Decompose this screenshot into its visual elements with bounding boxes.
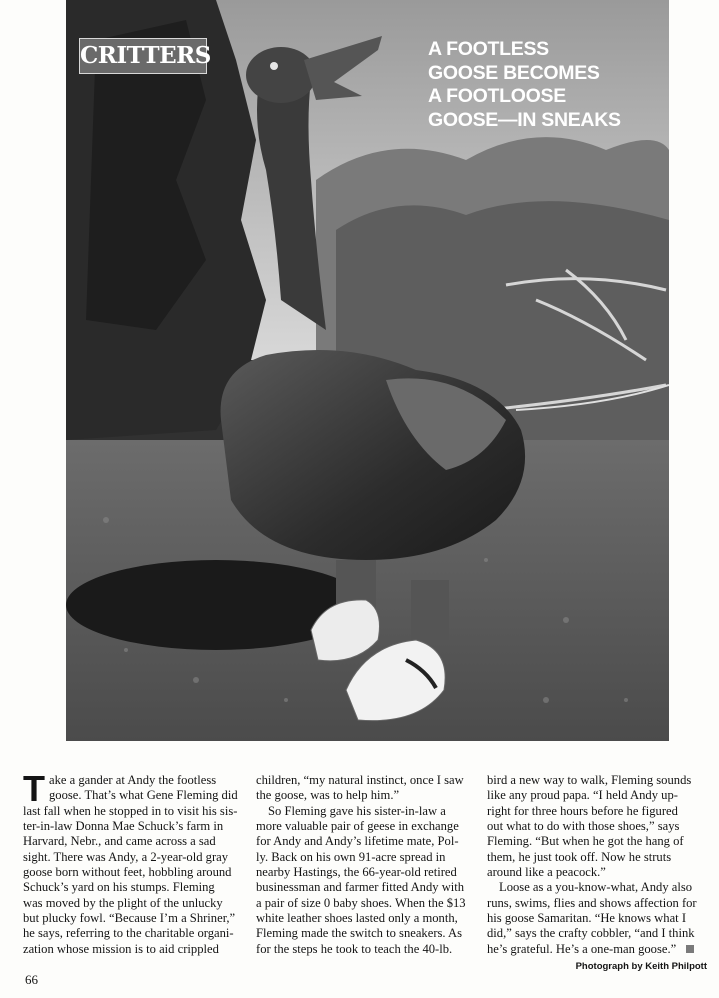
body-column-1 xyxy=(23,768,238,957)
body-line: right for three hours before he figured xyxy=(487,803,678,818)
body-line: sight. There was Andy, a 2-year-old gray xyxy=(23,849,229,864)
headline-line: GOOSE—IN SNEAKS xyxy=(428,108,621,131)
headline-line: GOOSE BECOMES xyxy=(428,61,600,84)
body-line: did,” says the crafty cobbler, “and I think xyxy=(487,926,695,941)
body-line: them, he just took off. Now he struts xyxy=(487,849,672,864)
headline xyxy=(428,38,668,132)
body-line: but plucky fowl. “Because I’m a Shriner,” xyxy=(23,911,236,926)
body-line: Fleming made the switch to sneakers. As xyxy=(256,926,463,941)
body-line: for the steps he took to teach the 40-lb. xyxy=(256,941,453,956)
body-line: out what to do with those shoes,” says xyxy=(487,819,680,834)
body-column-2 xyxy=(256,773,466,957)
body-line: the goose, was to help him.” xyxy=(256,788,400,803)
body-line: nearby Hastings, the 66-year-old retired xyxy=(256,865,457,880)
body-line: Fleming. “But when he got the hang of xyxy=(487,834,684,849)
body-line: bird a new way to walk, Fleming sounds xyxy=(487,773,692,787)
body-line: for Andy and Andy’s lifetime mate, Pol- xyxy=(256,834,459,849)
body-line: Loose as a you-know-what, Andy also xyxy=(499,880,693,895)
body-line: a pair of size 0 baby shoes. When the $13 xyxy=(256,895,466,910)
body-line: more valuable pair of geese in exchange xyxy=(256,819,459,834)
photo-credit: Photograph by Keith Philpott xyxy=(575,961,707,972)
body-line: zation whose mission is to aid crippled xyxy=(23,941,219,956)
body-line: Schuck’s yard on his stumps. Fleming xyxy=(23,880,215,895)
body-line: ake a gander at Andy the footless xyxy=(49,773,217,787)
body-line: was moved by the plight of the unlucky xyxy=(23,895,223,910)
body-line: ly. Back on his own 91-acre spread in xyxy=(256,849,446,864)
body-line: his goose Samaritan. “He knows what I xyxy=(487,911,687,926)
body-line: last fall when he stopped in to visit his sis- xyxy=(23,803,238,818)
section-tag: CRITTERS xyxy=(79,38,207,74)
drop-cap: T xyxy=(23,768,45,809)
body-line: ter-in-law Donna Mae Schuck’s farm in xyxy=(23,819,224,834)
headline-line: A FOOTLOOSE xyxy=(428,85,566,107)
page-number: 66 xyxy=(25,972,38,987)
body-line: businessman and farmer fitted Andy with xyxy=(256,880,465,895)
body-line: white leather shoes lasted only a month, xyxy=(256,911,458,926)
body-line-text: he’s grateful. He’s a one-man goose.” xyxy=(487,941,677,956)
end-mark-icon xyxy=(686,945,694,953)
body-line: like any proud papa. “I held Andy up- xyxy=(487,788,678,803)
body-line-last xyxy=(487,942,693,957)
body-line: goose. That’s what Gene Fleming did xyxy=(49,788,238,803)
body-line: runs, swims, flies and shows affection for xyxy=(487,895,697,910)
body-line: So Fleming gave his sister-in-law a xyxy=(268,803,446,818)
body-line: goose born without feet, hobbling around xyxy=(23,865,232,880)
body-line: children, “my natural instinct, once I saw xyxy=(256,773,464,787)
headline-line: A FOOTLESS xyxy=(428,38,549,60)
body-line: he says, referring to the charitable organi- xyxy=(23,926,234,941)
body-line: Harvard, Nebr., and came across a sad xyxy=(23,834,216,849)
body-line: around like a peacock.” xyxy=(487,865,606,880)
body-column-3 xyxy=(487,773,697,957)
